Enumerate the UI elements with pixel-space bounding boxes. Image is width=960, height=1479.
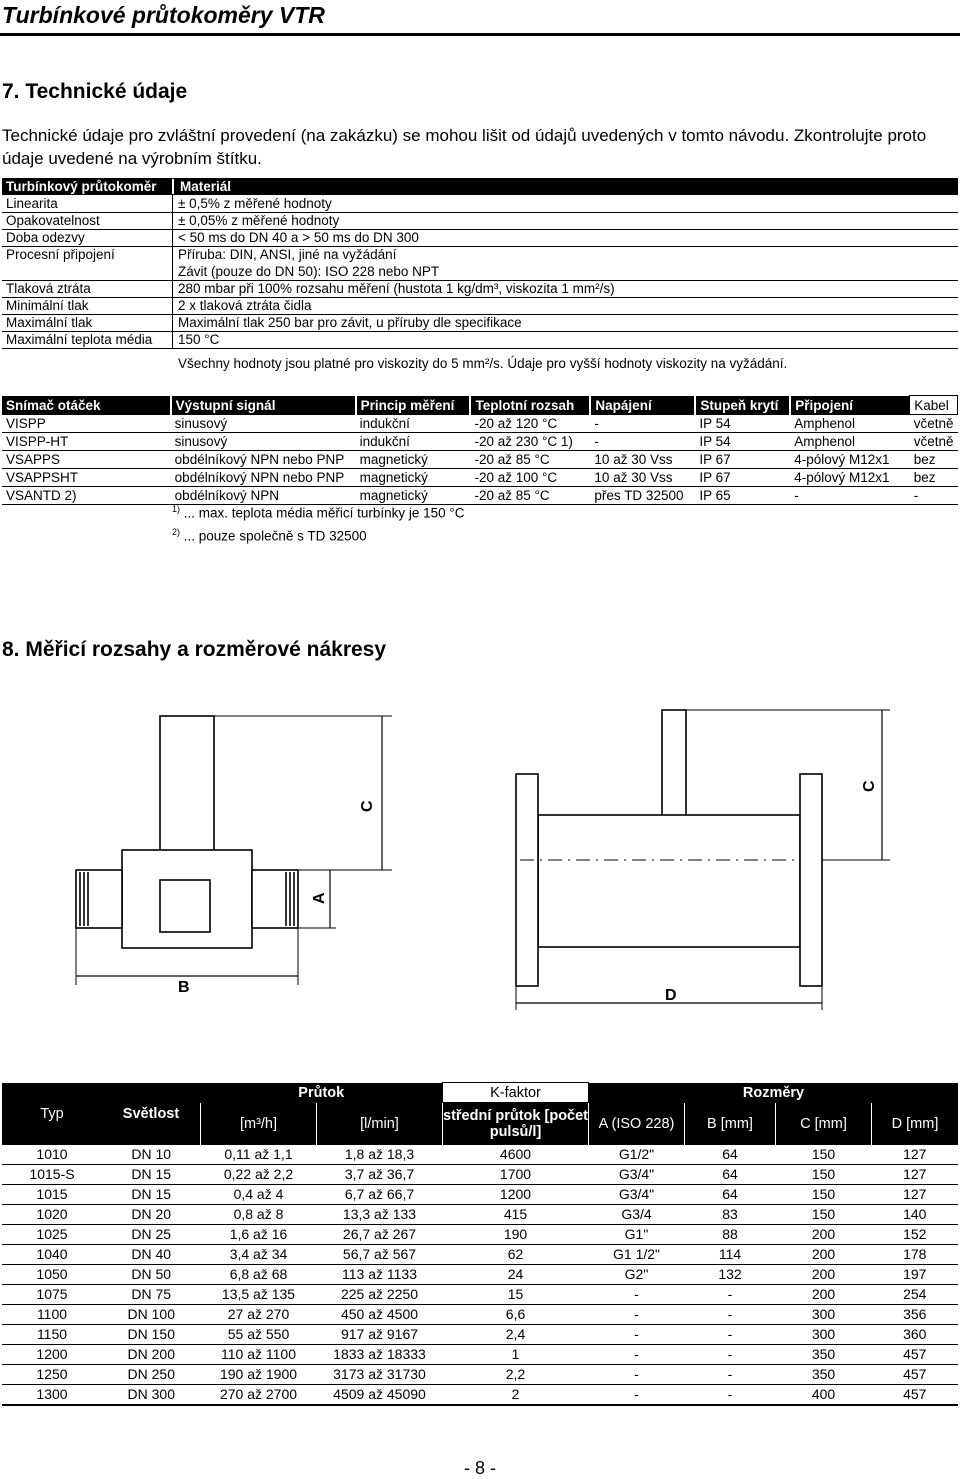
table-cell: 127 [872,1145,959,1165]
table-cell: 0,11 až 1,1 [201,1145,317,1165]
table-cell: - [790,487,909,505]
section-7-heading: 7. Technické údaje [2,80,188,103]
table-cell: přes TD 32500 [590,487,695,505]
table-cell: 1250 [2,1364,102,1384]
spec-note-row [2,355,958,372]
table-cell: obdélníkový NPN [171,487,356,505]
table-cell: 360 [872,1324,959,1344]
table-cell: 1150 [2,1324,102,1344]
spec-rule [2,229,958,230]
table-cell: - [685,1284,776,1304]
document-title: Turbínkové průtokoměry VTR [2,2,325,28]
table-cell: IP 67 [695,451,790,469]
spec-label: Minimální tlak [6,298,89,313]
table-cell: 83 [685,1204,776,1224]
spec-value: < 50 ms do DN 40 a > 50 ms do DN 300 [178,230,419,245]
table-cell: G3/4" [589,1164,685,1184]
table-cell: 225 až 2250 [317,1284,443,1304]
table-cell: DN 15 [102,1164,201,1184]
sensor-header-row [2,396,958,415]
footnote-1: $^{1)}$ ... max. teplota média měřicí turbínky je 150 °C [172,504,465,521]
spec-value: Maximální tlak 250 bar pro závit, u příruby dle specifikace [178,315,522,330]
col-lmin: [l/min] [317,1103,443,1145]
spec-row [2,331,958,348]
table-cell: 13,5 až 135 [201,1284,317,1304]
table-cell: 200 [776,1244,872,1264]
table-row [2,1324,958,1344]
table-cell: IP 54 [695,415,790,433]
spec-rule [2,297,958,298]
spec-value: Příruba: DIN, ANSI, jiné na vyžádání [178,247,397,262]
table-cell: DN 40 [102,1244,201,1264]
spec-table [2,178,958,372]
table-row [2,1145,958,1165]
table-cell: VSAPPSHT [2,469,171,487]
table-row [2,415,958,433]
table-cell: G3/4" [589,1184,685,1204]
table-cell: 150 [776,1184,872,1204]
table-cell: 1 [443,1344,589,1364]
col-kfaktor: K-faktor [443,1083,589,1103]
table-cell: 13,3 až 133 [317,1204,443,1224]
flow-range-table [2,1082,958,1406]
table-cell: 415 [443,1204,589,1224]
right-flange [800,774,822,986]
table-row [2,1224,958,1244]
table-cell: 1300 [2,1384,102,1405]
table-cell: IP 54 [695,433,790,451]
table-cell: 10 až 30 Vss [590,469,695,487]
table-cell: 190 [443,1224,589,1244]
threaded-meter-drawing [76,716,392,985]
table-cell: - [685,1364,776,1384]
table-cell: 150 [776,1204,872,1224]
table-cell: 300 [776,1324,872,1344]
table-cell: 152 [872,1224,959,1244]
sensor-col-header: Kabel [910,396,958,415]
col-svetlost: Světlost [102,1083,201,1145]
table-row [2,451,958,469]
table-cell: - [589,1384,685,1405]
sensor-col-header: Princip měření [356,396,471,415]
spec-label: Doba odezvy [6,230,85,245]
col-d: D [mm] [872,1103,959,1145]
table-cell: 450 až 4500 [317,1304,443,1324]
table-cell: 1,8 až 18,3 [317,1145,443,1165]
spec-row [2,263,958,280]
table-cell: DN 100 [102,1304,201,1324]
sensor-table [2,395,958,505]
table-cell: 3,4 až 34 [201,1244,317,1264]
table-cell: 178 [872,1244,959,1264]
table-cell: 56,7 až 567 [317,1244,443,1264]
table-cell: - [685,1384,776,1405]
col-prutok: Průtok [201,1083,443,1103]
spec-row [2,195,958,212]
table-cell: 1010 [2,1145,102,1165]
spec-table-header [2,178,958,195]
table-cell: 4509 až 45090 [317,1384,443,1405]
table-cell: 4600 [443,1145,589,1165]
table-cell: 10 až 30 Vss [590,451,695,469]
spec-rule [2,212,958,213]
flanged-meter-drawing [516,710,890,1010]
table-cell: obdélníkový NPN nebo PNP [171,451,356,469]
table-cell: - [589,1324,685,1344]
table-cell: DN 25 [102,1224,201,1244]
table-cell: sinusový [171,415,356,433]
table-cell: magnetický [356,469,471,487]
table-cell: DN 10 [102,1145,201,1165]
spec-value: ± 0,05% z měřené hodnoty [178,213,340,228]
table-cell: - [685,1344,776,1364]
table-cell: 0,4 až 4 [201,1184,317,1204]
table-cell: 26,7 až 267 [317,1224,443,1244]
spec-row [2,246,958,263]
dim-label-c-left: C [359,800,376,812]
table-cell: 457 [872,1364,959,1384]
table-cell: 1200 [443,1184,589,1204]
table-cell: 1833 až 18333 [317,1344,443,1364]
col-typ: Typ [2,1083,102,1145]
table-cell: VISPP [2,415,171,433]
spec-rule [2,348,958,349]
meter-body [122,850,252,948]
dim-label-c-right: C [861,780,878,792]
table-cell: DN 150 [102,1324,201,1344]
table-cell: včetně [910,415,958,433]
col-m3h: [m³/h] [201,1103,317,1145]
table-cell: 1025 [2,1224,102,1244]
table-cell: 6,7 až 66,7 [317,1184,443,1204]
pipe-body [538,815,800,947]
table-cell: IP 65 [695,487,790,505]
table-row [2,469,958,487]
table-cell: 6,6 [443,1304,589,1324]
spec-divider [172,195,173,349]
table-cell: -20 až 230 °C 1) [470,433,590,451]
table-cell: 64 [685,1145,776,1165]
table-row [2,1384,958,1405]
flow-table-body [2,1145,958,1405]
table-cell: obdélníkový NPN nebo PNP [171,469,356,487]
table-cell: 55 až 550 [201,1324,317,1344]
spec-value: 150 °C [178,332,220,347]
table-cell: 254 [872,1284,959,1304]
table-cell: 3,7 až 36,7 [317,1164,443,1184]
table-cell: 2,2 [443,1364,589,1384]
right-thread [252,870,298,928]
left-flange [516,774,538,986]
table-cell: 457 [872,1384,959,1405]
table-cell: - [589,1364,685,1384]
dim-label-d: D [665,987,677,1004]
spec-label: Tlaková ztráta [6,281,91,296]
table-cell: 1015-S [2,1164,102,1184]
table-cell: DN 250 [102,1364,201,1384]
table-row [2,487,958,505]
sensor-col-header: Snímač otáček [2,396,171,415]
table-cell: 1100 [2,1304,102,1324]
table-cell: -20 až 100 °C [470,469,590,487]
table-cell: 113 až 1133 [317,1264,443,1284]
table-cell: - [589,1284,685,1304]
table-cell: 150 [776,1145,872,1165]
table-cell: 300 [776,1304,872,1324]
table-cell: - [685,1304,776,1324]
sensor-stem [160,716,214,852]
table-cell: 457 [872,1344,959,1364]
flow-header-row-1 [2,1083,958,1103]
table-cell: Amphenol [790,415,909,433]
spec-value: 280 mbar při 100% rozsahu měření (hustota 1 kg/dm³, viskozita 1 mm²/s) [178,281,615,296]
table-cell: 350 [776,1344,872,1364]
table-cell: 6,8 až 68 [201,1264,317,1284]
spec-label: Maximální teplota média [6,332,153,347]
sensor-col-header: Připojení [790,396,909,415]
table-row [2,1264,958,1284]
table-cell: - [910,487,958,505]
table-cell: - [589,1344,685,1364]
table-cell: včetně [910,433,958,451]
spec-label: Opakovatelnost [6,213,100,228]
table-cell: -20 až 85 °C [470,487,590,505]
table-row [2,1344,958,1364]
dimension-drawings [0,700,960,1020]
spec-row [2,314,958,331]
spec-row [2,212,958,229]
col-c: C [mm] [776,1103,872,1145]
spec-rule [2,246,958,247]
table-cell: 3173 až 31730 [317,1364,443,1384]
table-cell: 132 [685,1264,776,1284]
table-cell: 127 [872,1184,959,1204]
table-cell: DN 300 [102,1384,201,1405]
spec-row [2,297,958,314]
spec-head-left: Turbínkový průtokoměr [6,179,157,194]
spec-label: Procesní připojení [6,247,115,262]
table-cell: 200 [776,1264,872,1284]
table-cell: 110 až 1100 [201,1344,317,1364]
spec-value: Závit (pouze do DN 50): ISO 228 nebo NPT [178,264,440,279]
sensor-col-header: Teplotní rozsah [470,396,590,415]
section-8-heading: 8. Měřicí rozsahy a rozměrové nákresy [2,638,387,661]
header-rule [0,33,960,36]
table-cell: VSANTD 2) [2,487,171,505]
table-cell: 27 až 270 [201,1304,317,1324]
table-cell: VSAPPS [2,451,171,469]
dim-label-b: B [178,979,190,996]
table-cell: 0,22 až 2,2 [201,1164,317,1184]
table-cell: DN 75 [102,1284,201,1304]
table-row [2,1184,958,1204]
sensor-col-header: Napájení [590,396,695,415]
table-cell: 400 [776,1384,872,1405]
table-cell: 62 [443,1244,589,1264]
table-cell: 88 [685,1224,776,1244]
dim-label-a: A [311,892,328,904]
spec-label: Maximální tlak [6,315,93,330]
spec-head-right: Materiál [172,179,231,194]
table-cell: 1,6 až 16 [201,1224,317,1244]
table-cell: G3/4 [589,1204,685,1224]
table-cell: 190 až 1900 [201,1364,317,1384]
table-cell: 1020 [2,1204,102,1224]
table-row [2,1204,958,1224]
table-cell: 15 [443,1284,589,1304]
table-cell: 64 [685,1184,776,1204]
table-row [2,1364,958,1384]
table-row [2,1304,958,1324]
table-cell: 917 až 9167 [317,1324,443,1344]
spec-note: Všechny hodnoty jsou platné pro viskozity do 5 mm²/s. Údaje pro vyšší hodnoty viskozity na vyžádání. [178,356,788,371]
table-cell: 200 [776,1284,872,1304]
table-cell: 1075 [2,1284,102,1304]
table-cell: 1040 [2,1244,102,1264]
table-cell: - [590,415,695,433]
table-cell: 1015 [2,1184,102,1204]
table-cell: 0,8 až 8 [201,1204,317,1224]
table-cell: 356 [872,1304,959,1324]
table-cell: - [590,433,695,451]
table-cell: 4-pólový M12x1 [790,469,909,487]
table-cell: 1200 [2,1344,102,1364]
table-cell: 1050 [2,1264,102,1284]
table-row [2,1244,958,1264]
table-cell: indukční [356,415,471,433]
section-7-intro: Technické údaje pro zvláštní provedení (na zakázku) se mohou lišit od údajů uvedených v tomto návodu. Zkontrolujte proto údaje uvedené na výrobním štítku. [2,126,927,168]
table-cell: sinusový [171,433,356,451]
table-cell: magnetický [356,451,471,469]
table-cell: indukční [356,433,471,451]
table-cell: DN 200 [102,1344,201,1364]
spec-value: 2 x tlaková ztráta čidla [178,298,312,313]
spec-label: Linearita [6,196,58,211]
col-a: A (ISO 228) [589,1103,685,1145]
table-cell: 350 [776,1364,872,1384]
col-kf: střední průtok [počet pulsů/l] [443,1103,589,1145]
spec-rule [2,331,958,332]
table-cell: DN 50 [102,1264,201,1284]
spec-rule [2,314,958,315]
table-cell: bez [910,451,958,469]
spec-value: ± 0,5% z měřené hodnoty [178,196,332,211]
spec-row [2,229,958,246]
table-cell: bez [910,469,958,487]
sensor-col-header: Výstupní signál [171,396,356,415]
table-cell: - [685,1324,776,1344]
sensor-col-header: Stupeň krytí [695,396,790,415]
table-cell: 270 až 2700 [201,1384,317,1405]
footnote-2: $^{2)}$ ... pouze společně s TD 32500 [172,527,367,544]
table-cell: VISPP-HT [2,433,171,451]
table-cell: -20 až 85 °C [470,451,590,469]
left-thread [76,870,122,928]
col-b: B [mm] [685,1103,776,1145]
table-cell: Amphenol [790,433,909,451]
table-cell: - [589,1304,685,1324]
table-row [2,1164,958,1184]
table-cell: DN 20 [102,1204,201,1224]
table-cell: DN 15 [102,1184,201,1204]
table-cell: G1/2" [589,1145,685,1165]
table-cell: 127 [872,1164,959,1184]
table-cell: 200 [776,1224,872,1244]
table-row [2,1284,958,1304]
table-cell: G2" [589,1264,685,1284]
table-cell: G1" [589,1224,685,1244]
table-cell: IP 67 [695,469,790,487]
col-rozmery: Rozměry [589,1083,959,1103]
spec-rule [2,280,958,281]
table-cell: 197 [872,1264,959,1284]
table-cell: 140 [872,1204,959,1224]
spec-row [2,280,958,297]
table-cell: 64 [685,1164,776,1184]
table-cell: 150 [776,1164,872,1184]
table-cell: G1 1/2" [589,1244,685,1264]
table-cell: 114 [685,1244,776,1264]
table-cell: 2,4 [443,1324,589,1344]
table-row [2,433,958,451]
table-cell: 2 [443,1384,589,1405]
table-cell: -20 až 120 °C [470,415,590,433]
table-cell: 4-pólový M12x1 [790,451,909,469]
page-number: - 8 - [463,1458,496,1478]
table-cell: magnetický [356,487,471,505]
table-cell: 1700 [443,1164,589,1184]
footnote-2-text: ... pouze společně s TD 32500 [183,528,367,544]
table-cell: 24 [443,1264,589,1284]
footnote-1-text: ... max. teplota média měřicí turbínky je 150 °C [183,505,465,521]
